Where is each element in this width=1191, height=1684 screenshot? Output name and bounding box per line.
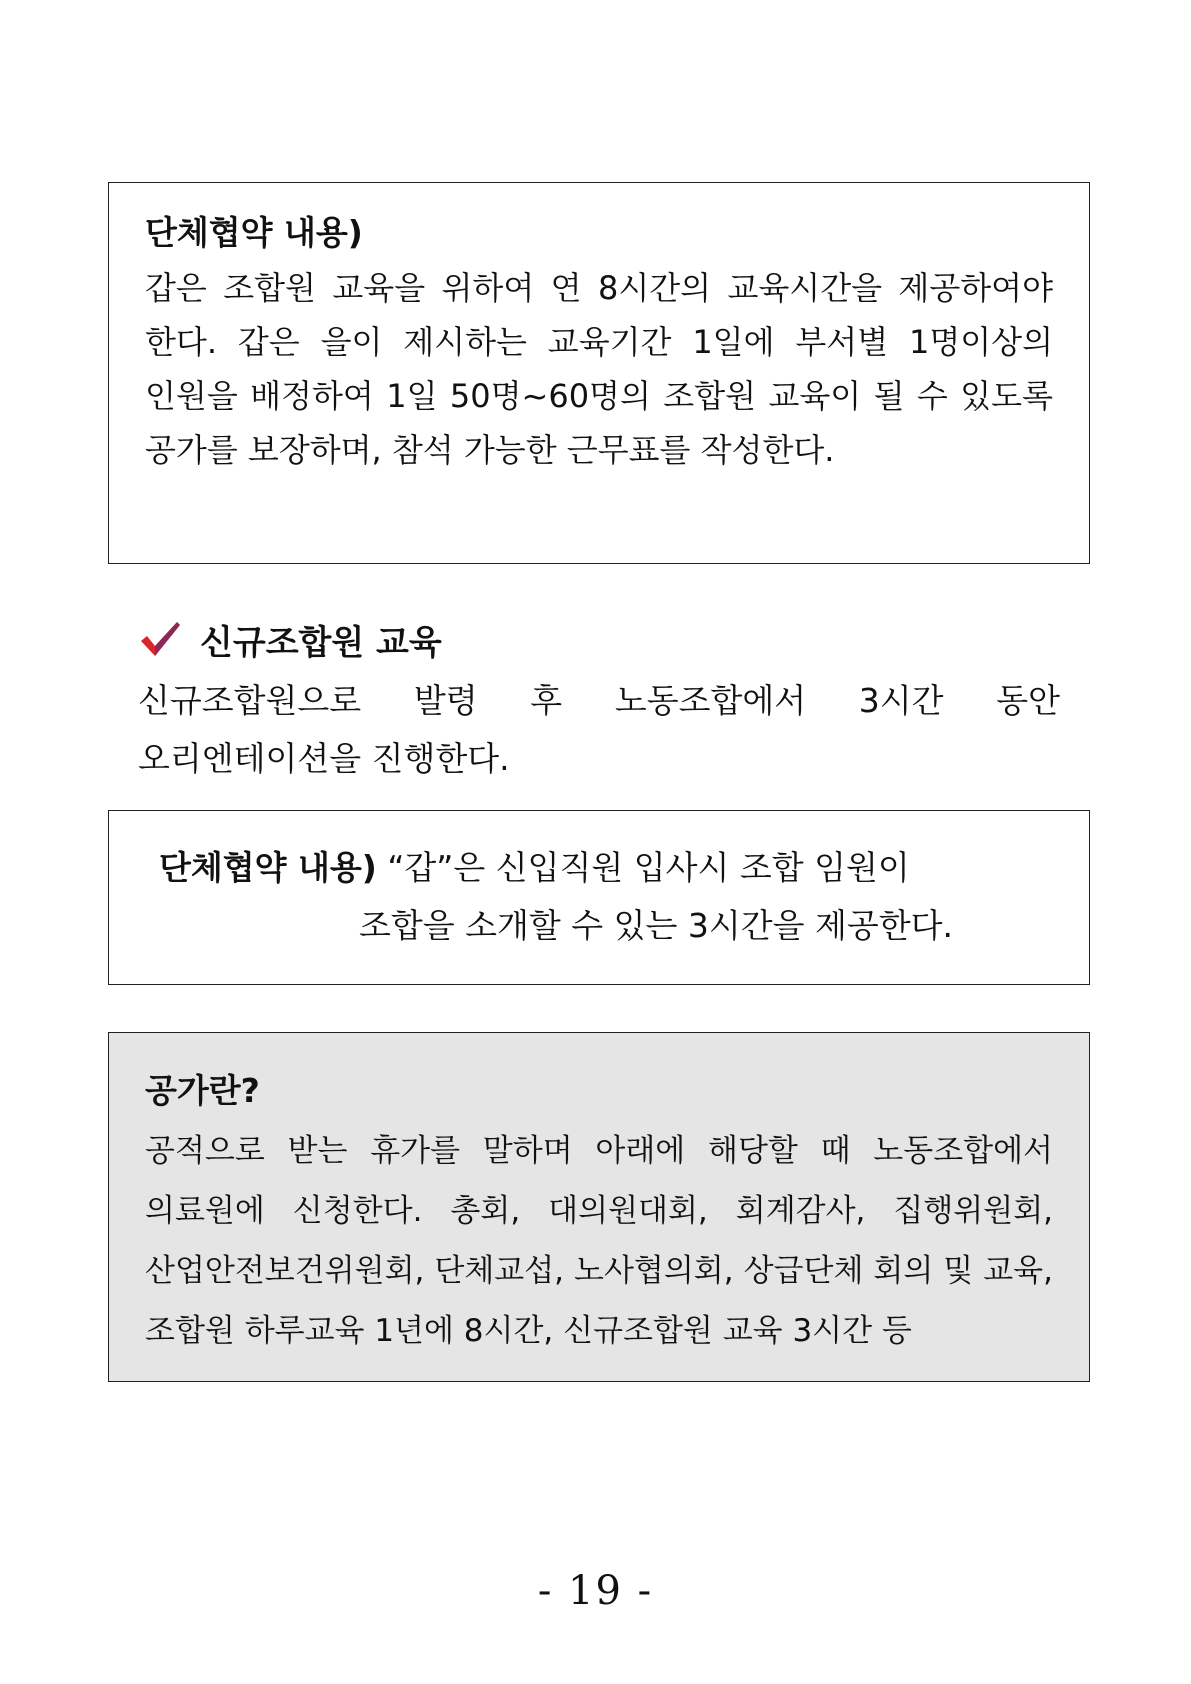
collective-agreement-box-1: [108, 182, 1090, 564]
collective-agreement-box-2: [108, 810, 1090, 985]
collective-agreement-body: 갑은 조합원 교육을 위하여 연 8시간의 교육시간을 제공하여야 한다. 갑은 을이 제시하는 교육기간 1일에 부서별 1명이상의 인원을 배정하여 1일 50명~60명의 조합원 교육이 될 수 있도록 공가를 보장하며, 참석 가능한 근무표를 작성한다.: [145, 269, 1053, 469]
agreement-line-2: 조합을 소개할 수 있는 3시간을 제공한다.: [359, 906, 953, 945]
checkmark-icon: [138, 619, 182, 659]
agreement-line-1-text: “갑”은 신입직원 입사시 조합 임원이: [376, 848, 910, 887]
agreement-lead: 단체협약 내용): [159, 848, 377, 887]
official-leave-body: 공적으로 받는 휴가를 말하며 아래에 해당할 때 노동조합에서 의료원에 신청한다. 총회, 대의원대회, 회계감사, 집행위원회, 산업안전보건위원회, 단체교섭, 노사협의회, 상급단체 회의 및 교육, 조합원 하루교육 1년에 8시간, 신규조합원 교육 3시간 등: [145, 1133, 1053, 1349]
section-title: 신규조합원 교육: [200, 622, 442, 663]
page-number: - 19 -: [537, 1568, 654, 1614]
section-heading-new-member-education: [138, 612, 442, 666]
official-leave-box: [108, 1032, 1090, 1382]
collective-agreement-title: 단체협약 내용): [145, 213, 363, 252]
official-leave-title: 공가란?: [145, 1071, 260, 1110]
section-body: 신규조합원으로 발령 후 노동조합에서 3시간 동안 오리엔테이션을 진행한다.: [138, 681, 1060, 778]
agreement-line-1: [159, 839, 1089, 897]
